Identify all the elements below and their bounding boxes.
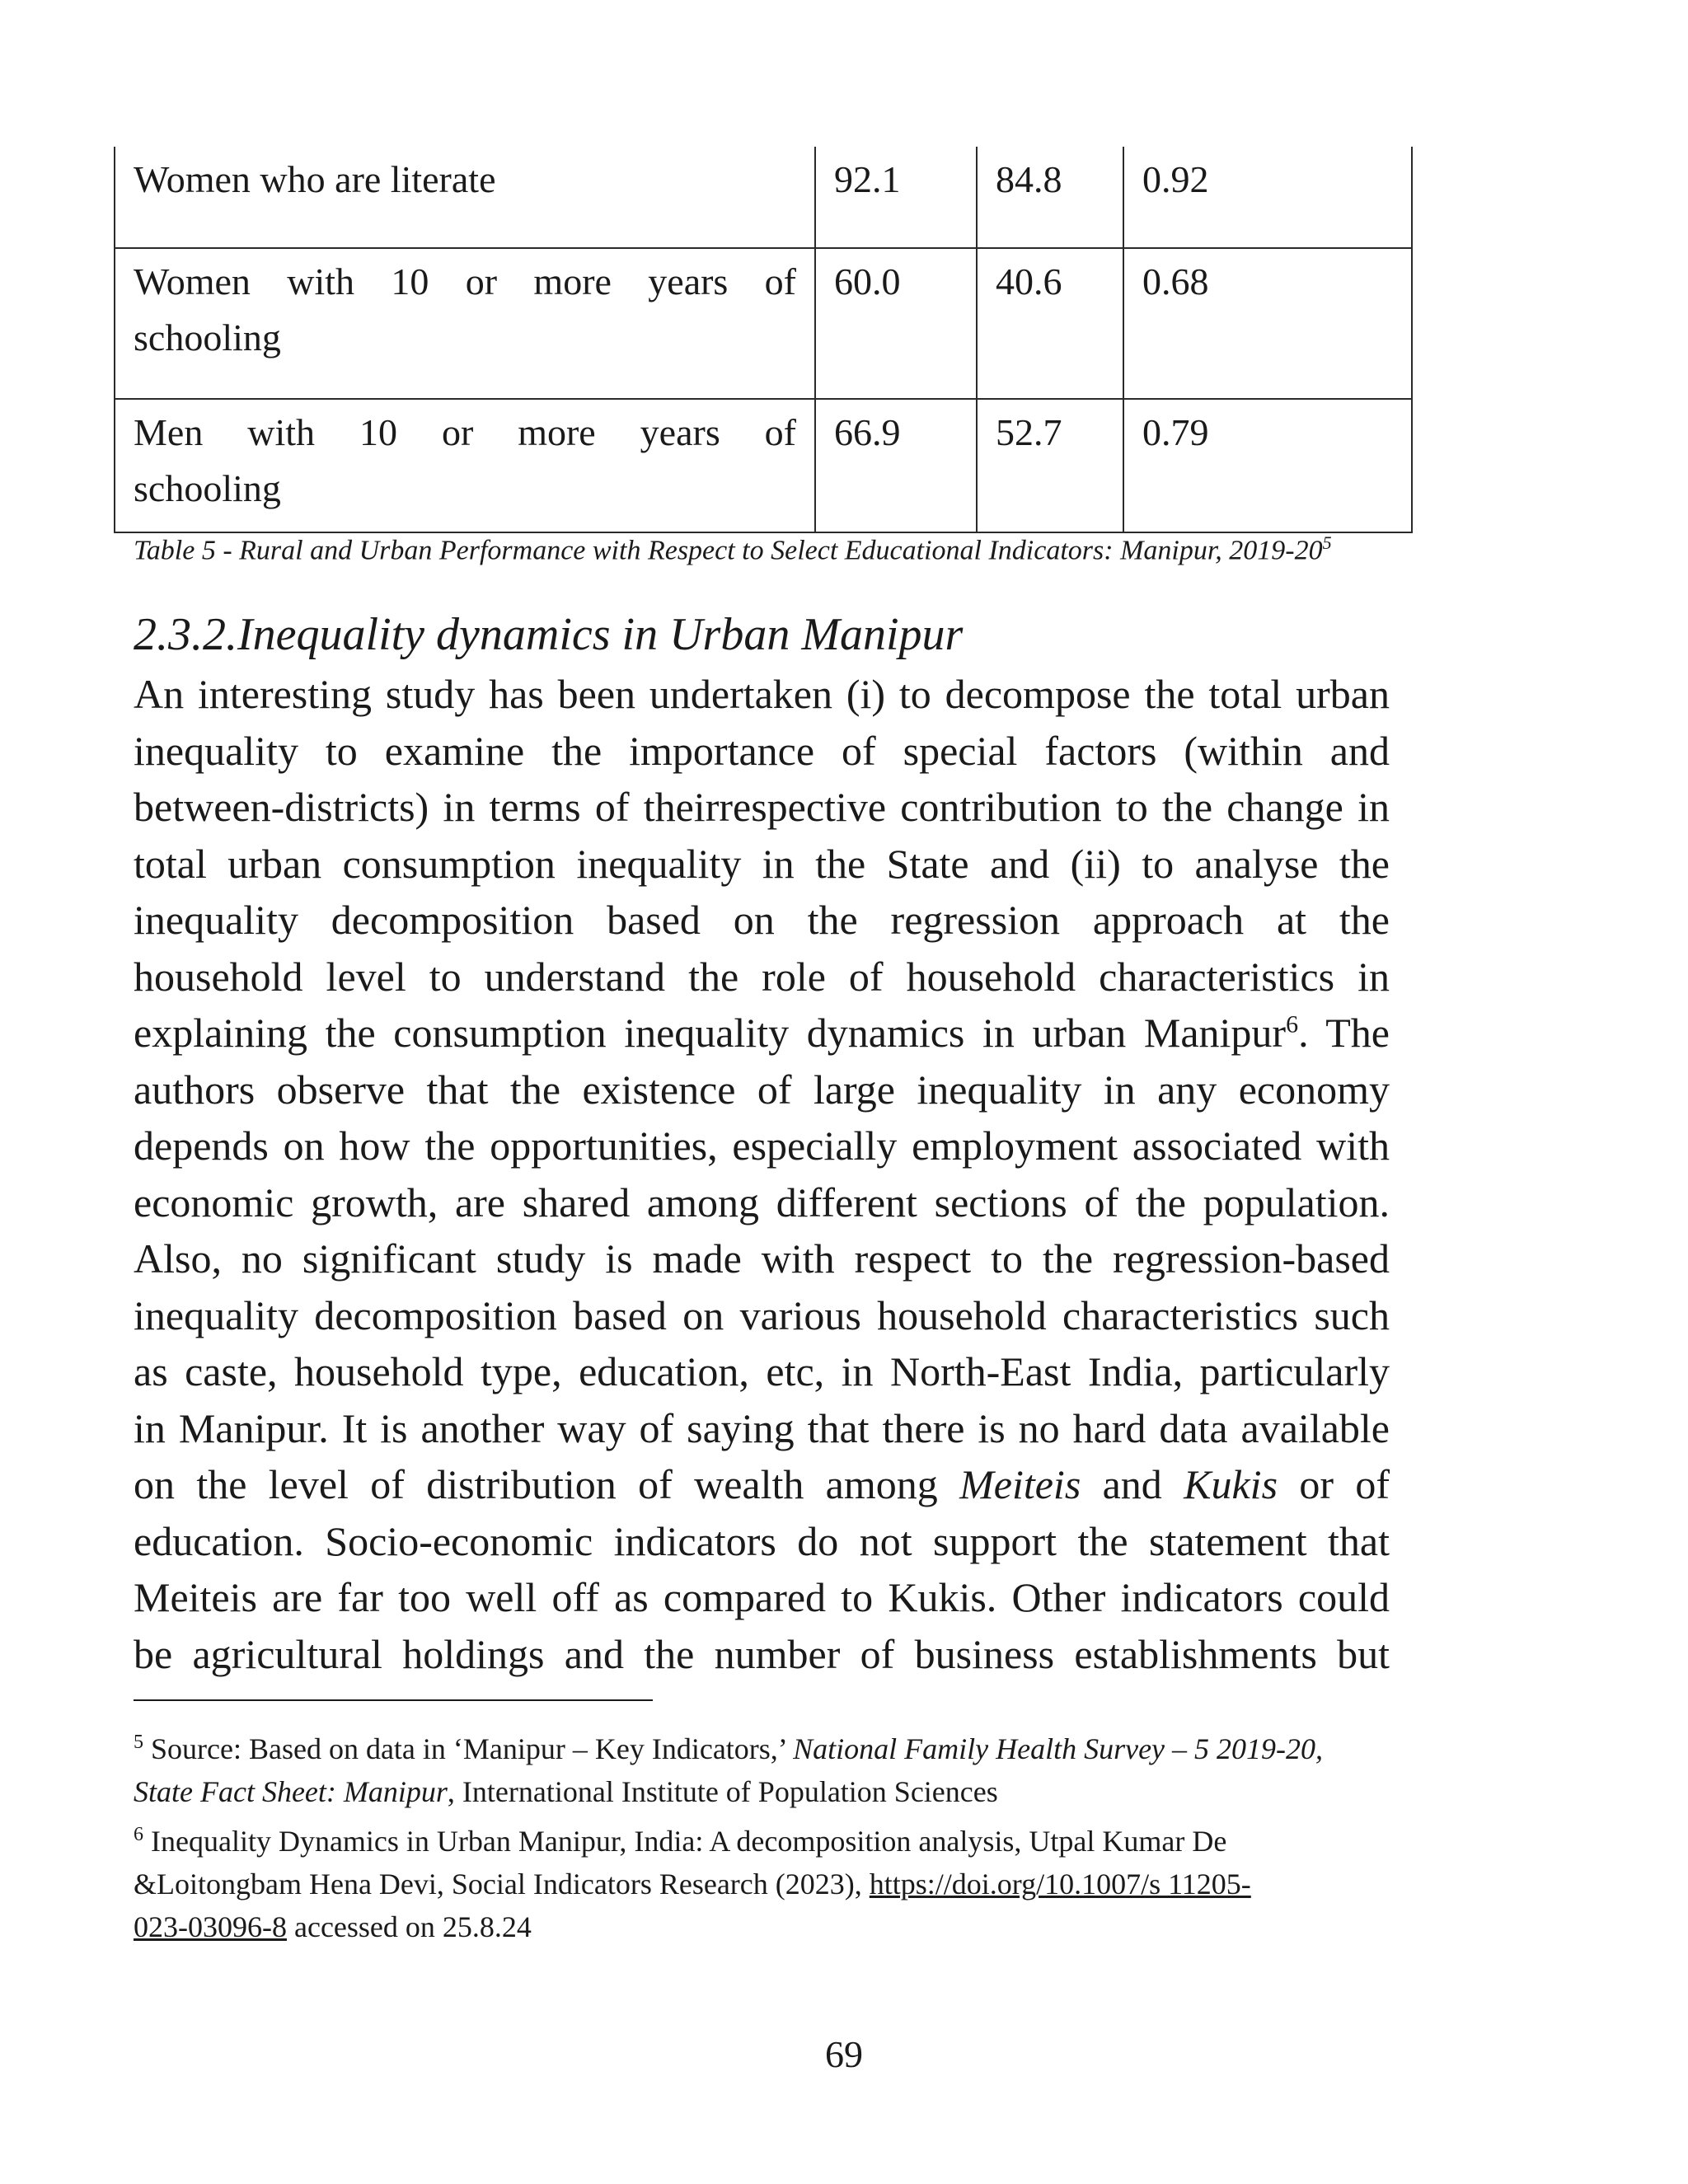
text-line: inequality decomposition based on various household characteristics such — [134, 1291, 1390, 1338]
table-row — [115, 248, 1412, 399]
footnote-separator — [134, 1699, 653, 1701]
ratio-value-cell: 0.92 — [1123, 147, 1412, 248]
urban-value-cell: 92.1 — [815, 147, 977, 248]
doi-link[interactable]: https://doi.org/10.1007/s 11205- — [869, 1868, 1251, 1900]
footnote-ref[interactable]: 6 — [1286, 1010, 1299, 1038]
text-line: authors observe that the existence of large inequality in any economy — [134, 1066, 1390, 1113]
footnote-5-cont: State Fact Sheet: Manipur, International Institute of Population Sciences — [134, 1775, 998, 1808]
ratio-value-cell: 0.79 — [1123, 399, 1412, 532]
text-line: An interesting study has been undertaken (i) to decompose the total urban — [134, 671, 1390, 717]
text-line: total urban consumption inequality in the State and (ii) to analyse the — [134, 840, 1390, 887]
education-indicators-table — [114, 147, 1411, 533]
rural-value-cell: 52.7 — [977, 399, 1123, 532]
text-line: as caste, household type, education, etc, in North-East India, particularly — [134, 1348, 1390, 1394]
indicator-cell: Women with 10 or more years of schooling — [115, 248, 815, 399]
text-line: economic growth, are shared among different sections of the population. — [134, 1179, 1390, 1226]
text-line: Meiteis are far too well off as compared to Kukis. Other indicators could — [134, 1574, 1390, 1620]
text-line: education. Socio-economic indicators do not support the statement that — [134, 1517, 1390, 1564]
footnote-6-cont2: 023-03096-8 accessed on 25.8.24 — [134, 1910, 532, 1943]
footnote-5: $^5$ Source: Based on data in ‘Manipur – Key Indicators,’ National Family Health Survey – 5 2019-20, — [134, 1732, 1324, 1765]
footnotes — [134, 1721, 1419, 1948]
indicator-cell: Women who are literate — [115, 147, 815, 248]
rural-value-cell: 40.6 — [977, 248, 1123, 399]
text-line: on the level of distribution of wealth among Meiteis and Kukis or of — [134, 1461, 1390, 1507]
table-caption: Table 5 - Rural and Urban Performance with Respect to Select Educational Indicators: Manipur, $2019-20^5$ — [134, 532, 1332, 566]
text-line: inequality to examine the importance of special factors (within and — [134, 727, 1390, 774]
table-row — [115, 147, 1412, 248]
text-line: in Manipur. It is another way of saying that there is no hard data available — [134, 1404, 1390, 1451]
text-line: explaining the consumption inequality dynamics in urban Manipur$^6$. The — [134, 1010, 1390, 1056]
ratio-value-cell: 0.68 — [1123, 248, 1412, 399]
footnote-ref[interactable]: 5 — [1322, 532, 1332, 553]
indicator-cell: Men with 10 or more years of schooling — [115, 399, 815, 532]
text-line: be agricultural holdings and the number of business establishments but — [134, 1630, 1390, 1677]
text-line: depends on how the opportunities, especially employment associated with — [134, 1122, 1390, 1169]
rural-value-cell: 84.8 — [977, 147, 1123, 248]
footnote-6: $^6$ Inequality Dynamics in Urban Manipur, India: A decomposition analysis, Utpal Kumar De — [134, 1824, 1227, 1858]
table-row — [115, 399, 1412, 532]
urban-value-cell: 60.0 — [815, 248, 977, 399]
urban-value-cell: 66.9 — [815, 399, 977, 532]
text-line: household level to understand the role of household characteristics in — [134, 953, 1390, 1000]
text-line: between-districts) in terms of theirrespective contribution to the change in — [134, 784, 1390, 830]
page-number: 69 — [825, 2033, 863, 2075]
text-line: inequality decomposition based on the regression approach at the — [134, 897, 1390, 943]
footnote-6-cont: &Loitongbam Hena Devi, Social Indicators Research (2023), https://doi.org/10.1007/s 11205- — [134, 1868, 1251, 1900]
doi-link-cont[interactable]: 023-03096-8 — [134, 1910, 287, 1943]
text-line: Also, no significant study is made with respect to the regression-based — [134, 1235, 1390, 1282]
body-paragraph — [134, 666, 1390, 1682]
section-heading: 2.3.2.Inequality dynamics in Urban Manipur — [134, 609, 964, 660]
